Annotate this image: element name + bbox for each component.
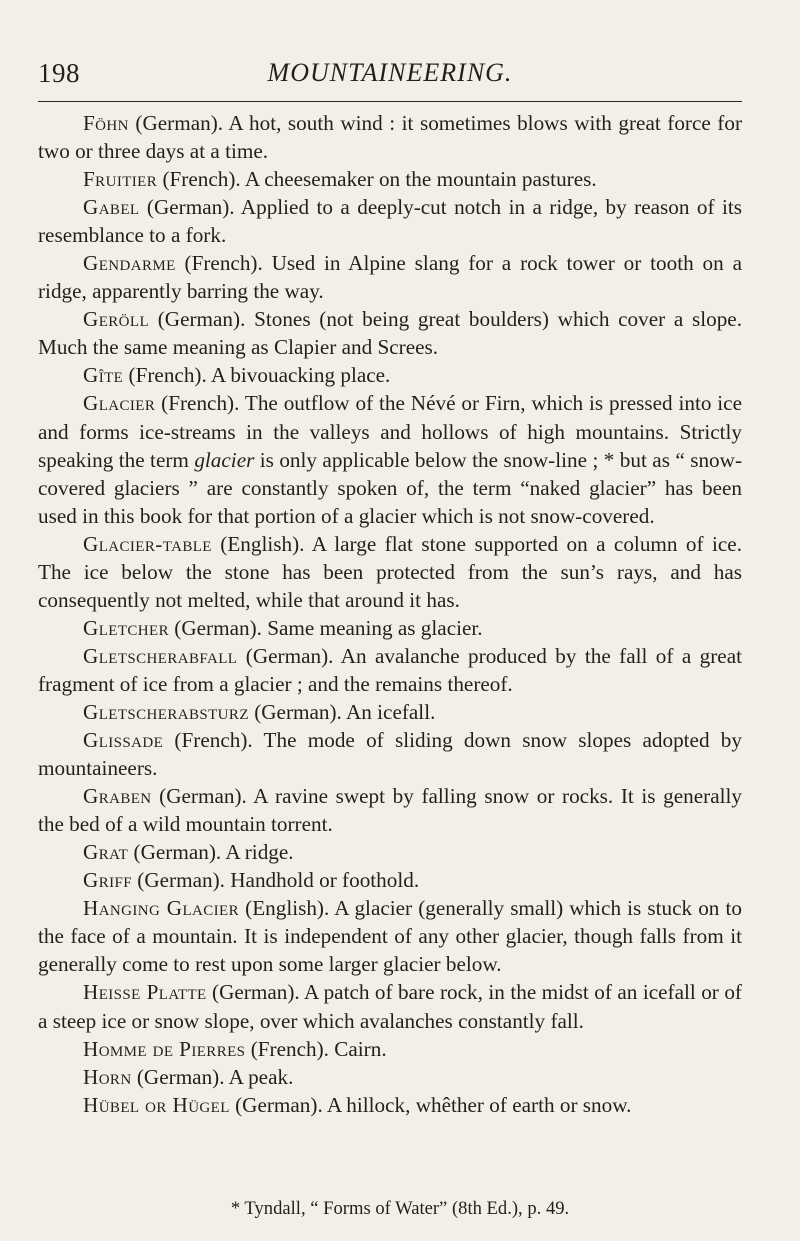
entry-text: (German). A ravine swept by falling snow or rocks. It is generally the bed of a wild mountain torrent. <box>38 784 742 837</box>
entry-gabel <box>38 193 742 249</box>
entry-gendarme <box>38 249 742 305</box>
entry-term: Homme de Pierres <box>83 1036 246 1061</box>
entry-term: Gletscherabfall <box>83 643 238 668</box>
entry-text-continued: is only applicable below the snow-line ; * but as “ snow-covered glaciers ” are constantly spoken of, the term “naked glacier” has been used in this book for that portion of a glacier which is not snow-covered. <box>38 447 742 528</box>
entry-gletscherabfall <box>38 642 742 698</box>
entry-text: (German). An icefall. <box>248 699 436 724</box>
entry-term: Gletscherabsturz <box>83 699 249 724</box>
entry-term: Griff <box>83 868 132 893</box>
entry-term: Glacier-table <box>83 531 212 556</box>
entry-horn <box>38 1063 742 1091</box>
entry-text: (French). Cairn. <box>245 1036 387 1061</box>
entry-fohn <box>38 109 742 165</box>
entry-text: (German). A hot, south wind : it sometimes blows with great force for two or three days at a time. <box>38 111 742 164</box>
entry-text: (French). The outflow of the Névé or Firn, which is pressed into ice and forms ice-streams in the valleys and hollows of high mountains. Strictly speaking the term <box>38 391 742 472</box>
entry-term: Grat <box>83 840 129 865</box>
entry-term: Gendarme <box>83 251 176 276</box>
entry-term: Glissade <box>83 728 164 753</box>
entry-term: Gabel <box>83 195 140 220</box>
entry-term: Graben <box>83 784 152 809</box>
entry-glissade <box>38 726 742 782</box>
entry-term: Fruitier <box>83 167 158 192</box>
entry-gletcher <box>38 614 742 642</box>
entry-grat <box>38 838 742 866</box>
header-rule <box>38 101 742 102</box>
entry-term: Gletcher <box>83 615 169 640</box>
entry-gite <box>38 361 742 389</box>
entry-term: Geröll <box>83 307 150 332</box>
entry-glacier-table <box>38 530 742 614</box>
entry-glacier <box>38 389 742 529</box>
footnote: * Tyndall, “ Forms of Water” (8th Ed.), p. 49. <box>230 1198 570 1219</box>
page-number: 198 <box>38 58 80 88</box>
entry-term: Hübel or Hügel <box>83 1092 230 1117</box>
entry-term: Hanging Glacier <box>83 896 240 921</box>
entry-term: Horn <box>83 1064 132 1089</box>
entry-text: (German). Same meaning as glacier. <box>169 615 483 640</box>
entry-text: (French). The mode of sliding down snow slopes adopted by mountaineers. <box>38 728 742 781</box>
entry-hubel <box>38 1091 742 1119</box>
glossary-entries <box>38 109 742 1119</box>
entry-graben <box>38 782 742 838</box>
entry-text: (German). Applied to a deeply-cut notch in a ridge, by reason of its resemblance to a fork. <box>38 195 742 248</box>
entry-geroll <box>38 305 742 361</box>
entry-text: (German). A peak. <box>131 1064 294 1089</box>
entry-text: (English). A glacier (generally small) which is stuck on to the face of a mountain. It is independent of any other glacier, though falls from it generally come to rest upon some larger glacier below. <box>38 896 742 977</box>
entry-term: Föhn <box>83 111 129 135</box>
entry-gletscherabsturz <box>38 698 742 726</box>
entry-hanging-glacier <box>38 894 742 978</box>
entry-term: Gîte <box>83 363 124 388</box>
entry-text: (German). Handhold or foothold. <box>132 868 420 893</box>
entry-fruitier <box>38 165 742 193</box>
entry-text: (German). A patch of bare rock, in the midst of an icefall or of a steep ice or snow slope, over which avalanches constantly fall. <box>38 980 742 1033</box>
entry-homme-de-pierres <box>38 1035 742 1063</box>
entry-term: Glacier <box>83 391 156 416</box>
entry-text: (French). A cheesemaker on the mountain pastures. <box>157 167 597 192</box>
running-title: MOUNTAINEERING. <box>267 58 513 87</box>
entry-text: (German). A hillock, whêther of earth or snow. <box>229 1092 632 1117</box>
entry-text: (English). A large flat stone supported on a column of ice. The ice below the stone has been protected from the sun’s rays, and has consequently not melted, while that around it has. <box>38 531 742 612</box>
entry-text: (French). A bivouacking place. <box>123 363 391 388</box>
entry-text: (French). Used in Alpine slang for a rock tower or tooth on a ridge, apparently barring the way. <box>38 251 742 304</box>
entry-griff <box>38 866 742 894</box>
entry-text: (German). A ridge. <box>128 840 294 865</box>
entry-text: (German). Stones (not being great boulders) which cover a slope. Much the same meaning as Clapier and Screes. <box>38 307 742 360</box>
entry-term: Heisse Platte <box>83 980 207 1005</box>
entry-italic-term: glacier <box>194 447 255 472</box>
entry-text: (German). An avalanche produced by the fall of a great fragment of ice from a glacier ; and the remains thereof. <box>38 643 742 696</box>
page-header <box>38 58 742 98</box>
entry-heisse-platte <box>38 978 742 1034</box>
